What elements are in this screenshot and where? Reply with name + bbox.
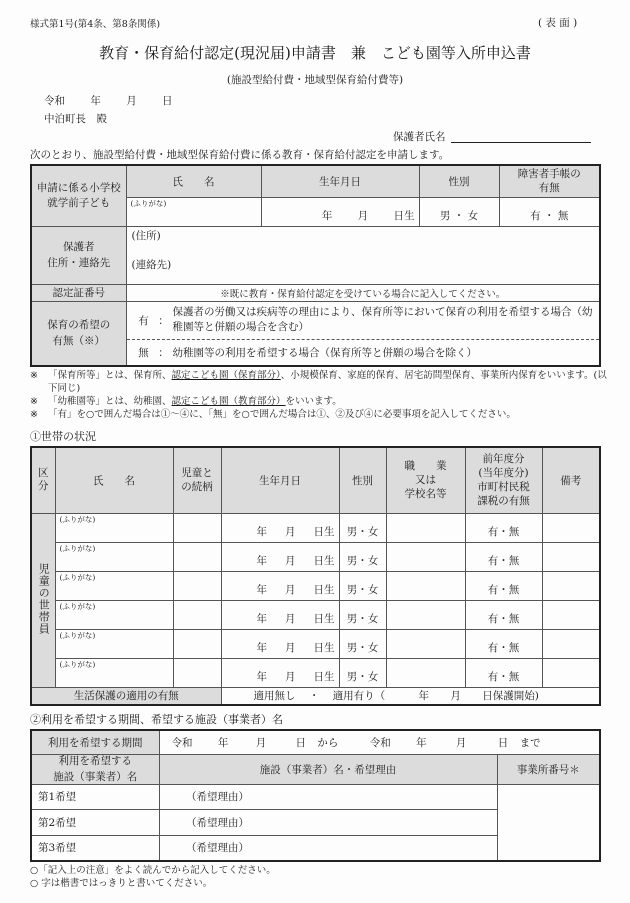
furigana-label: (ふりがな) xyxy=(59,572,96,582)
date-year: 年 xyxy=(90,95,101,107)
birth-month: 月 xyxy=(285,671,296,683)
facility-choice-field[interactable] xyxy=(31,835,249,861)
member-remarks-field[interactable] xyxy=(542,658,600,687)
hope-label-2: 有無（※） xyxy=(52,334,105,347)
tax-header-2: (当年度分) xyxy=(478,467,529,480)
category-header xyxy=(31,447,55,513)
child-label-cell xyxy=(31,165,126,226)
member-tax-options[interactable]: 有・無 xyxy=(465,513,542,542)
period-until: まで xyxy=(519,736,541,749)
welfare-day: 日保護開始) xyxy=(482,690,539,703)
note-underlined: 認定こども園（保育部分） xyxy=(171,370,281,381)
office-number-header: 事業所番号＊ xyxy=(497,754,600,784)
member-name-field[interactable] xyxy=(55,571,173,600)
form-number: 様式第1号(第4条、第8条関係) xyxy=(30,19,161,30)
furigana-label: (ふりがな) xyxy=(130,198,167,208)
contact-label: (連絡先) xyxy=(131,258,172,271)
welfare-label: 生活保護の適用の有無 xyxy=(31,687,221,705)
category-header-text: 区分 xyxy=(38,467,49,493)
date-day: 日 xyxy=(162,95,173,107)
birth-day: 日生 xyxy=(313,526,335,538)
birth-year: 年 xyxy=(321,210,333,222)
footer-note: ○「記入上の注意」をよく読んでから記入してください。 xyxy=(30,865,276,876)
note-text: 「有」を○で囲んだ場合は①～④に、「無」を○で囲んだ場合は①、②及び④に必要事項を記入してください。 xyxy=(48,409,516,420)
child-label: 申請に係る小学校就学前子ども xyxy=(36,181,121,209)
member-sex-options[interactable]: 男・女 xyxy=(339,600,386,629)
choice-label: 第1希望 xyxy=(38,791,77,804)
hope-no-option[interactable] xyxy=(127,340,600,365)
member-remarks-field[interactable] xyxy=(542,629,600,658)
member-birth-field[interactable] xyxy=(221,600,339,629)
member-relation-field[interactable] xyxy=(173,571,221,600)
job-header-3: 学校名等 xyxy=(404,488,447,501)
welfare-yes: 適用有り（ xyxy=(332,690,386,703)
household-row xyxy=(31,542,600,571)
group-label-cell xyxy=(31,513,55,687)
birth-year: 年 xyxy=(256,671,267,683)
welfare-month: 月 xyxy=(450,690,461,703)
furigana-label: (ふりがな) xyxy=(59,514,96,524)
facility-label-2: 施設（事業者）名 xyxy=(53,770,138,783)
member-job-field[interactable] xyxy=(386,571,465,600)
birth-day: 日生 xyxy=(313,613,335,625)
child-birth-field[interactable] xyxy=(261,197,419,226)
facility-label-1: 利用を希望する xyxy=(58,754,132,767)
member-job-field[interactable] xyxy=(386,542,465,571)
job-header xyxy=(386,447,465,513)
facility-choice-field[interactable] xyxy=(31,784,249,810)
birth-month: 月 xyxy=(285,584,296,596)
furigana-label: (ふりがな) xyxy=(59,659,96,669)
household-row xyxy=(31,571,600,600)
member-birth-field[interactable] xyxy=(221,629,339,658)
note-item xyxy=(30,369,610,395)
hh-birth-header: 生年月日 xyxy=(221,447,339,513)
member-birth-field[interactable] xyxy=(221,513,339,542)
child-sex-options[interactable]: 男 ・ 女 xyxy=(419,197,499,226)
intro-text: 次のとおり、施設型給付費・地域型保育給付費に係る教育・保育給付認定を申請します。 xyxy=(30,149,450,161)
hope-options xyxy=(126,301,600,366)
choice-reason: （希望理由） xyxy=(186,791,249,804)
tax-header-1: 前年度分 xyxy=(482,453,525,466)
period-y1: 年 xyxy=(217,736,229,749)
birth-month: 月 xyxy=(357,210,369,222)
member-remarks-field[interactable] xyxy=(542,542,600,571)
hope-label-cell xyxy=(31,301,126,366)
furigana-label: (ふりがな) xyxy=(59,630,96,640)
household-row xyxy=(31,600,600,629)
period-field[interactable] xyxy=(159,730,600,754)
member-relation-field[interactable] xyxy=(173,600,221,629)
household-row xyxy=(31,629,600,658)
date-month: 月 xyxy=(126,95,137,107)
member-tax-options[interactable]: 有・無 xyxy=(465,600,542,629)
footer-note: ○ 字は楷書ではっきりと書いてください。 xyxy=(30,878,213,889)
note-text-cont: をいいます。 xyxy=(285,396,342,407)
applicant-table xyxy=(30,164,601,367)
birth-month: 月 xyxy=(285,642,296,654)
guardian-label-1: 保護者 xyxy=(63,240,95,253)
note-text: 「保育所等」とは、保育所、 xyxy=(48,370,172,381)
notes-block xyxy=(30,369,610,421)
facility-choice-row xyxy=(31,835,600,861)
guardian-name-label: 保護者氏名 xyxy=(393,131,446,143)
member-relation-field[interactable] xyxy=(173,629,221,658)
group-label: 児童の世帯員 xyxy=(37,562,51,635)
member-sex-options[interactable]: 男・女 xyxy=(339,658,386,687)
birth-header: 生年月日 xyxy=(261,165,419,197)
choice-label: 第3希望 xyxy=(38,842,77,854)
member-remarks-field[interactable] xyxy=(542,513,600,542)
sex-header: 性別 xyxy=(419,165,499,197)
disability-header-text: 障害者手帳の有無 xyxy=(517,168,581,195)
note-underlined: 認定こども園（教育部分） xyxy=(171,396,286,407)
note-text-line2: ます。(以下同じ) xyxy=(48,370,607,394)
household-table xyxy=(30,446,601,706)
birth-year: 年 xyxy=(256,642,267,654)
facility-choice-row xyxy=(31,810,600,836)
member-birth-field[interactable] xyxy=(221,542,339,571)
guardian-name-field[interactable] xyxy=(451,142,591,143)
addressee: 中泊町長 殿 xyxy=(44,113,107,125)
birth-year: 年 xyxy=(256,613,267,625)
date-era: 令和 xyxy=(44,95,65,107)
hh-name-header: 氏 名 xyxy=(55,447,173,513)
welfare-sep: ・ xyxy=(308,690,320,703)
tax-header xyxy=(465,447,542,513)
member-relation-field[interactable] xyxy=(173,658,221,687)
birth-day: 日生 xyxy=(313,555,335,567)
page-subtitle: (施設型給付費・地域型保育給付費等) xyxy=(226,74,404,86)
member-name-field[interactable] xyxy=(55,513,173,542)
period-y2: 年 xyxy=(416,736,427,749)
birth-day: 日生 xyxy=(313,584,335,596)
hope-label-1: 保育の希望の xyxy=(47,318,111,331)
choice-label: 第2希望 xyxy=(38,816,77,829)
member-name-field[interactable] xyxy=(55,658,173,687)
member-name-field[interactable] xyxy=(55,629,173,658)
member-sex-options[interactable]: 男・女 xyxy=(339,571,386,600)
note-item xyxy=(30,408,610,421)
member-relation-field[interactable] xyxy=(173,542,221,571)
choice-reason: （希望理由） xyxy=(186,842,249,854)
birth-month: 月 xyxy=(285,526,296,538)
child-name-field[interactable] xyxy=(126,197,261,226)
facility-table xyxy=(30,729,601,862)
period-m1: 月 xyxy=(255,736,267,749)
disability-options[interactable]: 有 ・ 無 xyxy=(499,197,600,226)
cert-label: 認定証番号 xyxy=(31,284,126,301)
member-job-field[interactable] xyxy=(386,658,465,687)
hope-no-colon: ： xyxy=(158,346,169,359)
member-birth-field[interactable] xyxy=(221,571,339,600)
member-job-field[interactable] xyxy=(386,629,465,658)
household-section-title: ①世帯の状況 xyxy=(30,430,96,443)
note-item xyxy=(30,395,610,408)
hope-yes-key: 有 xyxy=(138,314,149,327)
job-header-2: 又は xyxy=(415,474,436,487)
facility-name-header: 施設（事業者）名・希望理由 xyxy=(159,754,497,784)
job-header-1: 職 業 xyxy=(404,460,447,473)
disability-header xyxy=(499,165,600,197)
guardian-label-cell xyxy=(31,226,126,284)
period-from: から xyxy=(317,736,339,749)
member-remarks-field[interactable] xyxy=(542,571,600,600)
hope-yes-text: 保護者の労働又は疾病等の理由により、保育所等において保育の利用を希望する場合（幼稚園等と併願の場合を含む） xyxy=(172,306,593,333)
birth-month: 月 xyxy=(285,555,296,567)
side-label: ( 表 面 ) xyxy=(538,17,578,29)
member-relation-field[interactable] xyxy=(173,513,221,542)
birth-month: 月 xyxy=(285,613,296,625)
note-mark: ※ xyxy=(30,409,38,420)
cert-note[interactable]: ※既に教育・保育給付認定を受けている場合に記入してください。 xyxy=(126,284,600,301)
member-name-field[interactable] xyxy=(55,600,173,629)
household-row xyxy=(31,513,600,542)
birth-day: 日生 xyxy=(313,671,335,683)
note-text-cont: 、小規模保育、家庭的保育、居宅訪問型保育、事業所内保育をいい xyxy=(280,370,566,381)
remarks-header: 備考 xyxy=(542,447,600,513)
footer-notes xyxy=(30,864,276,890)
member-sex-options[interactable]: 男・女 xyxy=(339,629,386,658)
furigana-label: (ふりがな) xyxy=(59,543,96,553)
period-m2: 月 xyxy=(455,736,467,749)
member-job-field[interactable] xyxy=(386,513,465,542)
hope-yes-option[interactable] xyxy=(127,302,600,340)
page-title: 教育・保育給付認定(現況届)申請書 兼 こども園等入所申込書 xyxy=(99,44,531,62)
birth-day: 日生 xyxy=(393,210,415,222)
application-date[interactable] xyxy=(44,93,173,108)
facility-choice-row xyxy=(31,784,600,810)
hope-no-text: 幼稚園等の利用を希望する場合（保育所等と併願の場合を除く） xyxy=(172,346,477,359)
note-text: 「幼稚園等」とは、幼稚園、 xyxy=(48,396,172,407)
tax-header-3: 市町村民税 xyxy=(477,481,530,494)
household-row xyxy=(31,658,600,687)
facility-section-title: ②利用を希望する期間、希望する施設（事業者）名 xyxy=(30,713,283,726)
choice-reason: （希望理由） xyxy=(186,816,249,829)
period-d2: 日 xyxy=(497,736,509,749)
note-mark: ※ xyxy=(30,396,38,407)
member-sex-options[interactable]: 男・女 xyxy=(339,513,386,542)
welfare-none: 適用無し xyxy=(253,690,296,703)
member-name-field[interactable] xyxy=(55,542,173,571)
period-era1: 令和 xyxy=(171,736,193,749)
hope-yes-colon: ： xyxy=(158,314,169,327)
guardian-label-2: 住所・連絡先 xyxy=(47,256,111,269)
relation-header-text: 児童との続柄 xyxy=(181,467,213,494)
member-tax-options[interactable]: 有・無 xyxy=(465,629,542,658)
facility-choice-field[interactable] xyxy=(31,810,249,836)
member-job-field[interactable] xyxy=(386,600,465,629)
name-header: 氏 名 xyxy=(126,165,261,197)
member-birth-field[interactable] xyxy=(221,658,339,687)
member-tax-options[interactable]: 有・無 xyxy=(465,571,542,600)
birth-year: 年 xyxy=(256,555,267,567)
birth-day: 日生 xyxy=(313,642,335,654)
member-remarks-field[interactable] xyxy=(542,600,600,629)
birth-year: 年 xyxy=(256,584,267,596)
note-mark: ※ xyxy=(30,370,38,381)
welfare-year: 年 xyxy=(418,690,430,703)
member-tax-options[interactable]: 有・無 xyxy=(465,658,542,687)
birth-year: 年 xyxy=(256,526,267,538)
guardian-contact-field[interactable] xyxy=(126,226,600,284)
member-tax-options[interactable]: 有・無 xyxy=(465,542,542,571)
relation-header xyxy=(173,447,221,513)
hope-no-key: 無 xyxy=(138,346,149,359)
address-label: (住所) xyxy=(131,229,161,242)
hh-sex-header: 性別 xyxy=(339,447,386,513)
facility-label-cell xyxy=(31,754,159,784)
member-sex-options[interactable]: 男・女 xyxy=(339,542,386,571)
tax-header-4: 課税の有無 xyxy=(477,495,530,508)
furigana-label: (ふりがな) xyxy=(59,601,96,611)
period-era2: 令和 xyxy=(369,736,391,749)
welfare-options[interactable] xyxy=(221,687,600,705)
period-d1: 日 xyxy=(295,736,307,749)
period-label: 利用を希望する期間 xyxy=(31,730,159,754)
